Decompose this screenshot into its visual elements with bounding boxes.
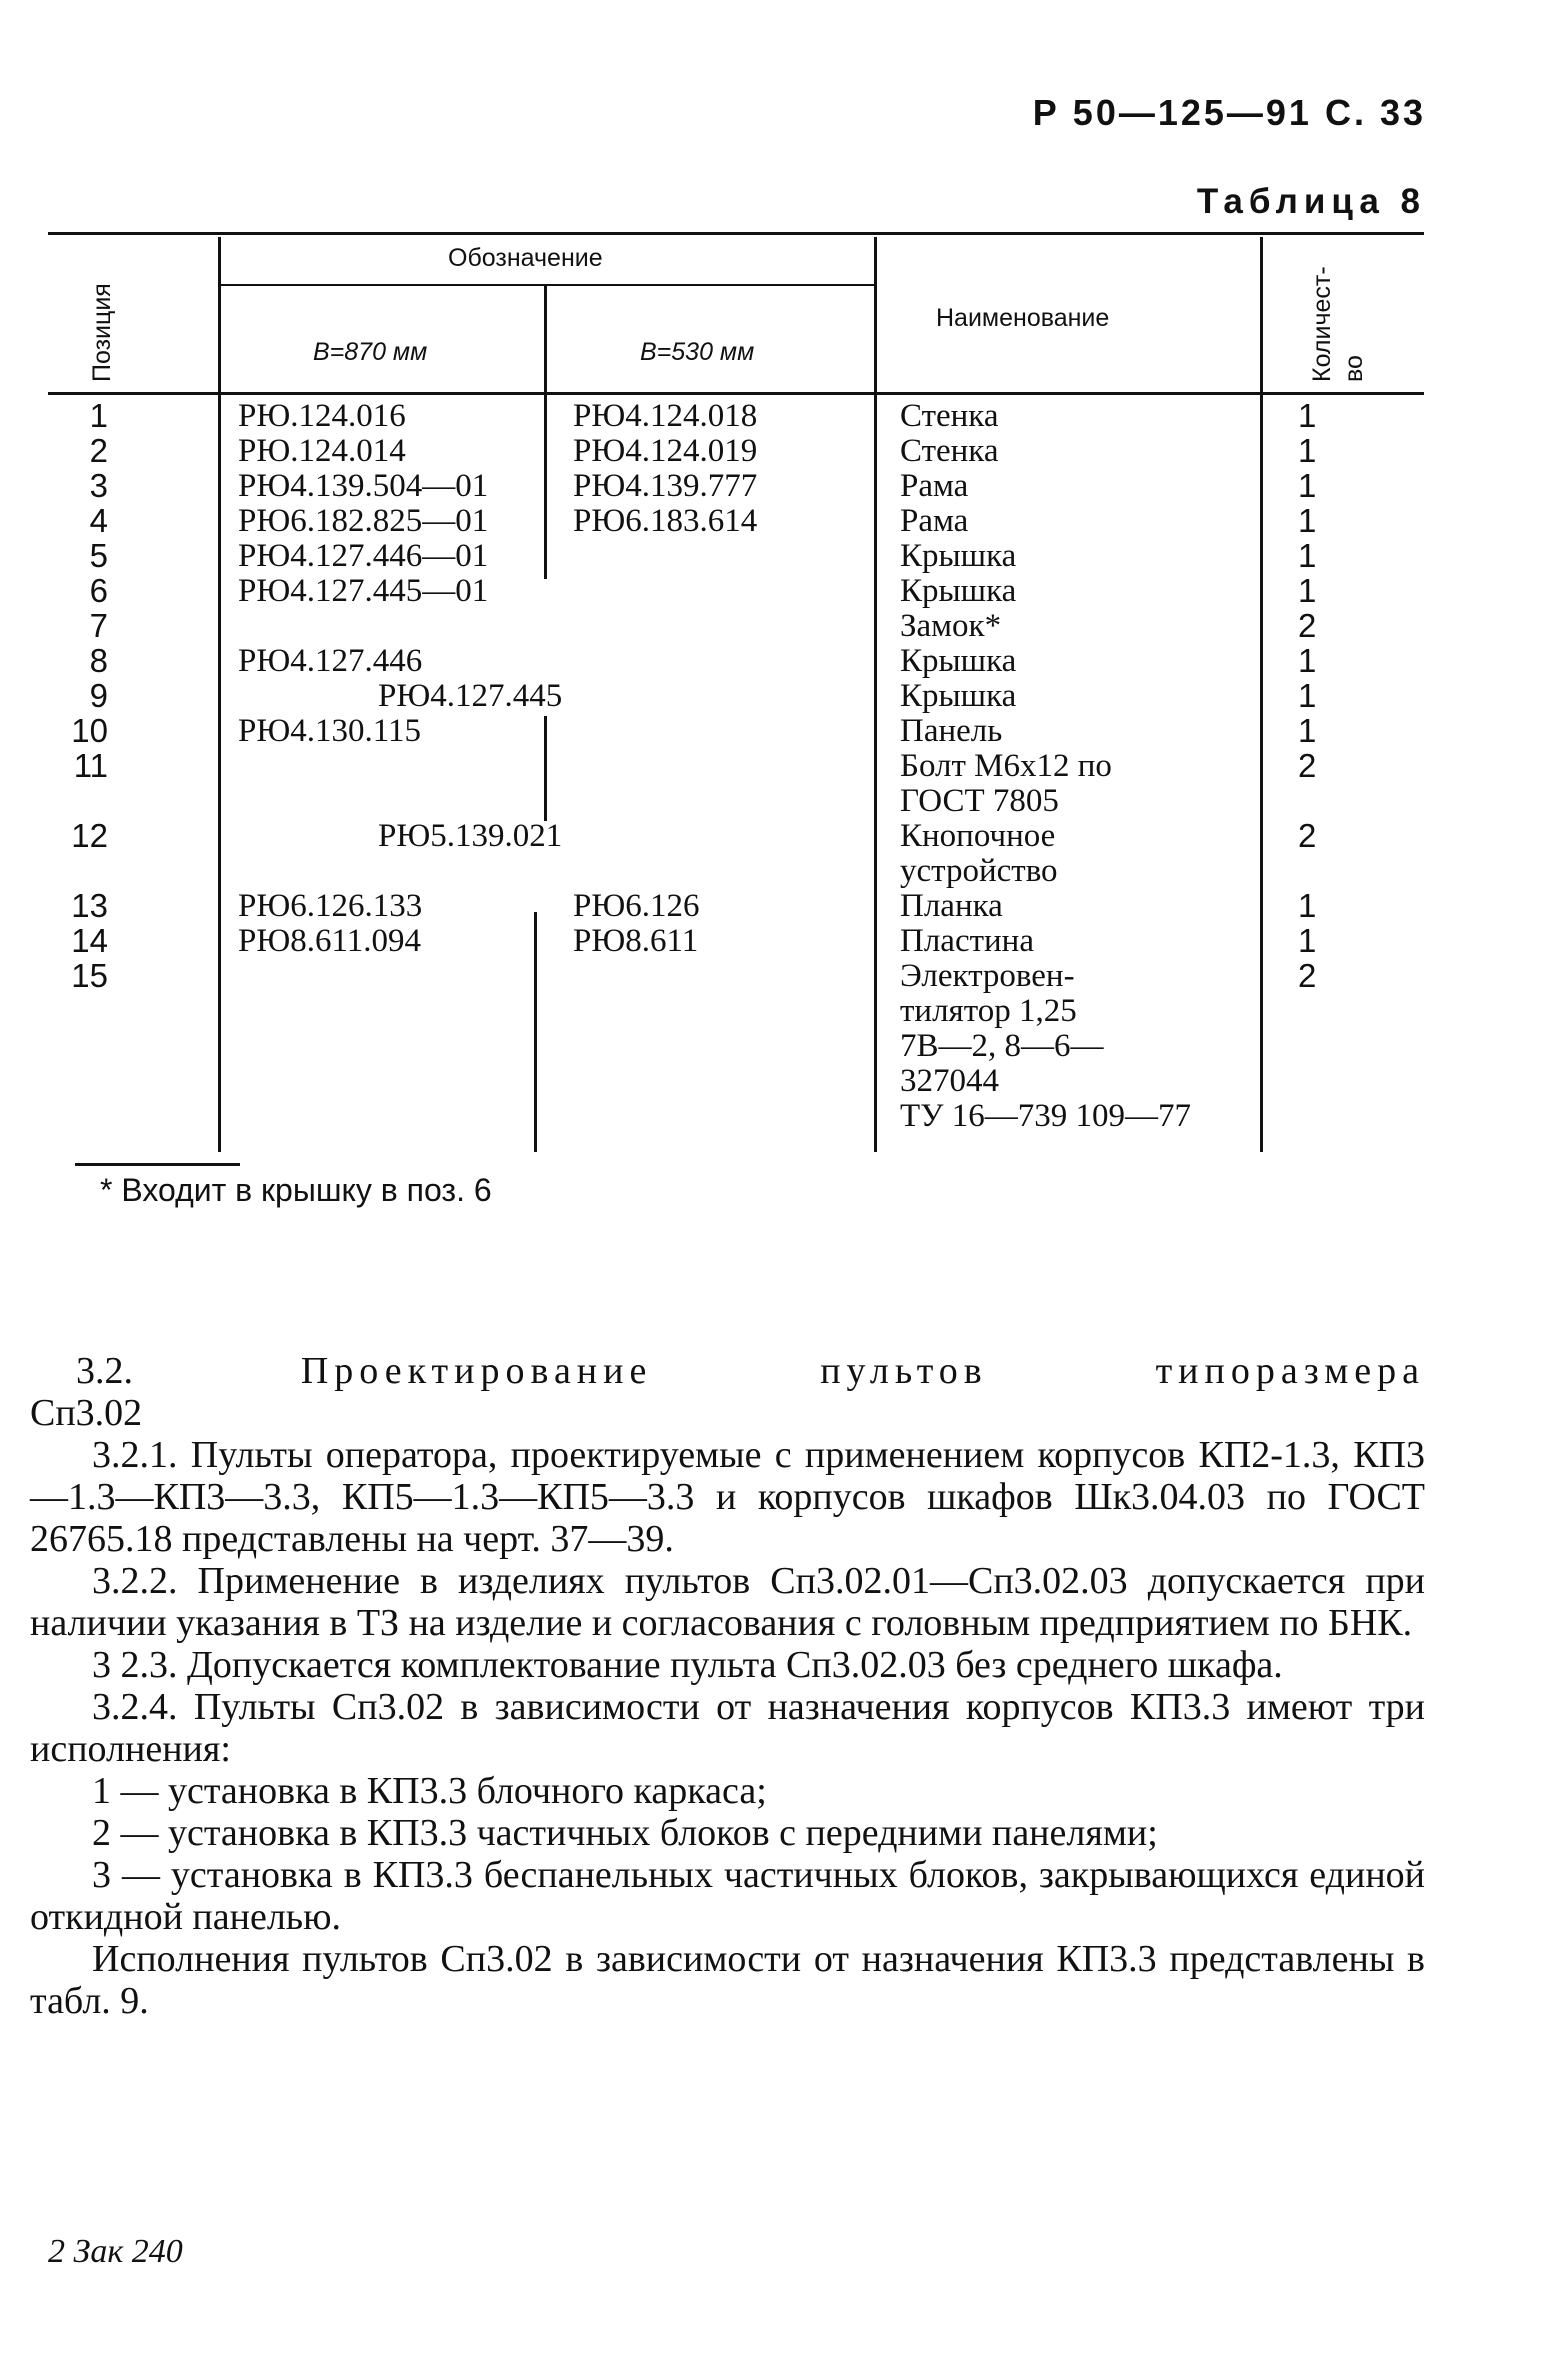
footnote-rule bbox=[75, 1163, 240, 1166]
header-quantity-line2: во bbox=[1340, 355, 1368, 382]
table-cell-name: Крышка bbox=[900, 678, 1017, 714]
table-cell-b870: РЮ6.182.825—01 bbox=[238, 503, 489, 539]
table-cell-pos: 7 bbox=[89, 607, 108, 644]
table-cell-qty: 1 bbox=[1298, 537, 1317, 574]
paragraph-3-2-4: 3.2.4. Пульты Сп3.02 в зависимости от назначения корпусов КП3.3 имеют три исполнения: bbox=[30, 1686, 1425, 1770]
table-cell-b530: РЮ6.183.614 bbox=[573, 503, 758, 539]
table-cell-name: Крышка bbox=[900, 573, 1017, 609]
table-cell-name: 327044 bbox=[900, 1063, 999, 1099]
table-cell-qty: 1 bbox=[1298, 887, 1317, 924]
table-cell-name: 7В—2, 8—6— bbox=[900, 1028, 1104, 1064]
table-cell-b870: РЮ4.127.445—01 bbox=[238, 573, 489, 609]
header-bottom-rule bbox=[48, 392, 1424, 395]
header-position: Позиция bbox=[88, 283, 116, 382]
table-cell-qty: 1 bbox=[1298, 467, 1317, 504]
section-heading-word-1: Проектирование bbox=[300, 1350, 653, 1392]
col-rule-2c bbox=[534, 912, 537, 1152]
table-cell-name: Планка bbox=[900, 888, 1003, 924]
table-cell-pos: 12 bbox=[71, 817, 108, 854]
table-cell-pos: 11 bbox=[73, 747, 108, 784]
list-item-1: 1 — установка в КП3.3 блочного каркаса; bbox=[92, 1770, 767, 1812]
table-cell-b870: РЮ.124.014 bbox=[238, 433, 406, 469]
table-cell-b870: РЮ8.611.094 bbox=[238, 923, 422, 959]
paragraph-3-2-2: 3.2.2. Применение в изделиях пультов Сп3.02.01—Сп3.02.03 допускается при наличии указания в ТЗ на изделие и согласования с головным предприятием по БНК. bbox=[30, 1560, 1425, 1644]
table-cell-qty: 2 bbox=[1298, 957, 1317, 994]
table-cell-qty: 1 bbox=[1298, 677, 1317, 714]
table-cell-name: Пластина bbox=[900, 923, 1034, 959]
table-cell-qty: 1 bbox=[1298, 642, 1317, 679]
table-cell-qty: 1 bbox=[1298, 572, 1317, 609]
table-cell-b870: РЮ4.139.504—01 bbox=[238, 468, 489, 504]
paragraph-3-2-3: 3 2.3. Допускается комплектование пульта Сп3.02.03 без среднего шкафа. bbox=[92, 1644, 1283, 1686]
table-cell-name: Рама bbox=[900, 503, 969, 539]
table-cell-pos: 9 bbox=[89, 677, 108, 714]
table-cell-qty: 2 bbox=[1298, 607, 1317, 644]
header-quantity-line1: Количест- bbox=[1308, 266, 1336, 382]
table-cell-qty: 1 bbox=[1298, 922, 1317, 959]
col-rule-2 bbox=[544, 284, 547, 579]
table-cell-qty: 1 bbox=[1298, 712, 1317, 749]
header-b530: В=530 мм bbox=[640, 338, 755, 366]
table-cell-name: Электровен- bbox=[900, 958, 1075, 994]
table-cell-qty: 1 bbox=[1298, 502, 1317, 539]
table-cell-name: Рама bbox=[900, 468, 969, 504]
order-mark: 2 Зак 240 bbox=[48, 2233, 183, 2270]
table-cell-name: Стенка bbox=[900, 433, 999, 469]
section-heading-number: 3.2. bbox=[76, 1350, 133, 1392]
page-header: Р 50—125—91 С. 33 bbox=[1032, 92, 1426, 133]
table-cell-b530: РЮ4.124.018 bbox=[573, 398, 758, 434]
list-item-3: 3 — установка в КП3.3 беспанельных частичных блоков, закрывающихся единой откидной панелью. bbox=[30, 1854, 1425, 1938]
table-cell-b530: РЮ4.124.019 bbox=[573, 433, 758, 469]
section-text bbox=[30, 1350, 1425, 2022]
table-cell-pos: 6 bbox=[89, 572, 108, 609]
table-cell-pos: 13 bbox=[71, 887, 108, 924]
table-cell-b530: РЮ6.126 bbox=[573, 888, 700, 924]
header-name: Наименование bbox=[936, 304, 1110, 332]
header-designation: Обозначение bbox=[448, 244, 603, 272]
table-cell-pos: 14 bbox=[71, 922, 108, 959]
table-cell-pos: 4 bbox=[89, 502, 108, 539]
table-cell-b870: РЮ4.127.446 bbox=[238, 643, 423, 679]
table-top-rule bbox=[48, 232, 1424, 235]
table-cell-name: тилятор 1,25 bbox=[900, 993, 1077, 1029]
table-cell-name: устройство bbox=[900, 853, 1058, 889]
table-footnote: * Входит в крышку в поз. 6 bbox=[100, 1172, 492, 1208]
table-cell-pos: 10 bbox=[71, 712, 108, 749]
section-heading bbox=[30, 1350, 1425, 1392]
table-cell-b870: РЮ4.127.446—01 bbox=[238, 538, 489, 574]
table-cell-qty: 2 bbox=[1298, 817, 1317, 854]
table-cell-qty: 1 bbox=[1298, 432, 1317, 469]
table-cell-b530: РЮ4.139.777 bbox=[573, 468, 758, 504]
table-cell-b870: РЮ6.126.133 bbox=[238, 888, 423, 924]
table-cell-name: ГОСТ 7805 bbox=[900, 783, 1059, 819]
table-cell-name: Крышка bbox=[900, 643, 1017, 679]
table-cell-name: Стенка bbox=[900, 398, 999, 434]
paragraph-table-ref: Исполнения пультов Сп3.02 в зависимости от назначения КП3.3 представлены в табл. 9. bbox=[30, 1938, 1425, 2022]
section-heading-tail: Сп3.02 bbox=[30, 1392, 143, 1434]
table-cell-name: Крышка bbox=[900, 538, 1017, 574]
col-rule-1 bbox=[218, 237, 221, 1152]
table-cell-b530: РЮ8.611 bbox=[573, 923, 699, 959]
table-cell-pos: 2 bbox=[89, 432, 108, 469]
table-cell-name: Замок* bbox=[900, 608, 1002, 644]
table-cell-name: Кнопочное bbox=[900, 818, 1056, 854]
col-rule-2b bbox=[544, 716, 547, 821]
table-cell-name: Панель bbox=[900, 713, 1003, 749]
header-b870: В=870 мм bbox=[313, 338, 428, 366]
list-item-2: 2 — установка в КП3.3 частичных блоков с передними панелями; bbox=[92, 1812, 1158, 1854]
table-cell-span: РЮ5.139.021 bbox=[378, 818, 563, 854]
table-cell-pos: 1 bbox=[89, 397, 108, 434]
col-rule-4 bbox=[1260, 237, 1263, 1152]
col-rule-3 bbox=[874, 237, 877, 1152]
table-cell-pos: 15 bbox=[71, 957, 108, 994]
table-cell-pos: 3 bbox=[89, 467, 108, 504]
table-cell-b870: РЮ.124.016 bbox=[238, 398, 406, 434]
section-heading-word-3: типоразмера bbox=[1155, 1350, 1425, 1392]
table-label: Таблица 8 bbox=[1196, 182, 1426, 221]
table-cell-pos: 8 bbox=[89, 642, 108, 679]
table-cell-b870: РЮ4.130.115 bbox=[238, 713, 422, 749]
parts-table bbox=[48, 232, 1424, 1152]
section-heading-word-2: пультов bbox=[820, 1350, 988, 1392]
table-cell-span: РЮ4.127.445 bbox=[378, 678, 563, 714]
paragraph-3-2-1: 3.2.1. Пульты оператора, проектируемые с применением корпусов КП2-1.3, КП3—1.3—КП3—3.3, КП5—1.3—КП5—3.3 и корпусов шкафов Шк3.04.03 по ГОСТ 26765.18 представлены на черт. 37—39. bbox=[30, 1434, 1425, 1560]
table-cell-qty: 1 bbox=[1298, 397, 1317, 434]
table-cell-pos: 5 bbox=[89, 537, 108, 574]
table-cell-name: Болт М6х12 по bbox=[900, 748, 1112, 784]
table-cell-name: ТУ 16—739 109—77 bbox=[900, 1098, 1192, 1134]
table-cell-qty: 2 bbox=[1298, 747, 1317, 784]
